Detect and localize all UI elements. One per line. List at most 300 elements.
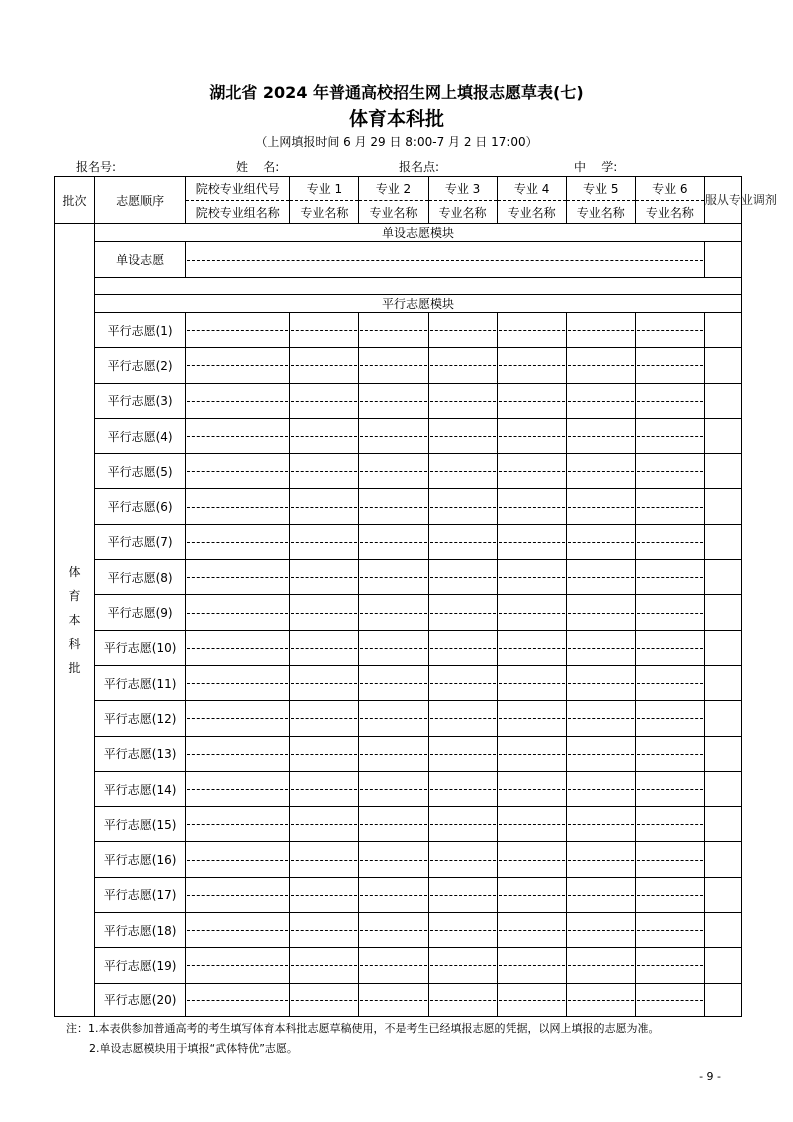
major-entry-cell[interactable]	[497, 877, 566, 912]
major-entry-cell[interactable]	[359, 630, 428, 665]
major-entry-cell[interactable]	[497, 913, 566, 948]
single-volunteer-entry[interactable]	[186, 242, 705, 278]
entry-line	[430, 789, 496, 790]
major-entry-cell[interactable]	[635, 877, 704, 912]
parallel-volunteer-row	[55, 948, 742, 983]
entry-line	[187, 789, 288, 790]
group-name-header: 院校专业组名称	[186, 201, 290, 224]
parallel-volunteer-label: 平行志愿(14)	[95, 771, 186, 806]
adjust-cell[interactable]	[704, 454, 741, 489]
major-entry-cell[interactable]	[359, 313, 428, 348]
major-entry-cell[interactable]	[497, 383, 566, 418]
major-entry-cell[interactable]	[290, 701, 359, 736]
major-entry-cell[interactable]	[428, 983, 497, 1016]
group-entry-cell[interactable]	[186, 771, 290, 806]
major-entry-cell[interactable]	[566, 665, 635, 700]
order-header: 志愿顺序	[95, 177, 186, 224]
major-entry-cell[interactable]	[290, 983, 359, 1016]
major-entry-cell[interactable]	[290, 313, 359, 348]
major-entry-cell[interactable]	[428, 418, 497, 453]
major-entry-cell[interactable]	[290, 948, 359, 983]
batch-label-char: 科	[68, 636, 81, 651]
entry-line	[568, 542, 634, 543]
entry-line	[430, 683, 496, 684]
major-entry-cell[interactable]	[428, 383, 497, 418]
major-entry-cell[interactable]	[290, 418, 359, 453]
major-2-header: 专业 2	[359, 177, 428, 201]
entry-line	[637, 683, 703, 684]
entry-line	[291, 683, 357, 684]
parallel-volunteer-row	[55, 595, 742, 630]
major-entry-cell[interactable]	[635, 701, 704, 736]
major-name-header: 专业名称	[290, 201, 359, 224]
entry-line	[568, 683, 634, 684]
major-entry-cell[interactable]	[635, 383, 704, 418]
entry-line	[291, 965, 357, 966]
section-row	[55, 295, 742, 313]
group-entry-cell[interactable]	[186, 348, 290, 383]
entry-line	[499, 718, 565, 719]
entry-line	[499, 401, 565, 402]
entry-line	[187, 542, 288, 543]
major-entry-cell[interactable]	[566, 524, 635, 559]
major-name-header: 专业名称	[566, 201, 635, 224]
major-entry-cell[interactable]	[359, 842, 428, 877]
major-entry-cell[interactable]	[497, 983, 566, 1016]
entry-line	[568, 365, 634, 366]
group-entry-cell[interactable]	[186, 913, 290, 948]
entry-line	[291, 648, 357, 649]
adjust-cell[interactable]	[704, 948, 741, 983]
major-1-header: 专业 1	[290, 177, 359, 201]
major-entry-cell[interactable]	[566, 807, 635, 842]
major-entry-cell[interactable]	[635, 489, 704, 524]
major-entry-cell[interactable]	[497, 771, 566, 806]
major-entry-cell[interactable]	[428, 807, 497, 842]
major-entry-cell[interactable]	[566, 313, 635, 348]
entry-line	[291, 507, 357, 508]
batch-header: 批次	[55, 177, 95, 224]
entry-line	[360, 754, 426, 755]
batch-label-char: 育	[68, 588, 81, 603]
major-entry-cell[interactable]	[635, 807, 704, 842]
adjust-cell[interactable]	[704, 313, 741, 348]
major-entry-cell[interactable]	[428, 736, 497, 771]
group-entry-cell[interactable]	[186, 489, 290, 524]
parallel-volunteer-row	[55, 418, 742, 453]
adjust-cell[interactable]	[704, 842, 741, 877]
major-entry-cell[interactable]	[635, 560, 704, 595]
major-entry-cell[interactable]	[635, 665, 704, 700]
major-entry-cell[interactable]	[359, 560, 428, 595]
group-entry-cell[interactable]	[186, 560, 290, 595]
adjust-cell[interactable]	[704, 560, 741, 595]
major-entry-cell[interactable]	[428, 701, 497, 736]
entry-line	[499, 1000, 565, 1001]
major-entry-cell[interactable]	[290, 771, 359, 806]
entry-line	[430, 965, 496, 966]
parallel-volunteer-row	[55, 842, 742, 877]
major-entry-cell[interactable]	[290, 454, 359, 489]
major-entry-cell[interactable]	[359, 948, 428, 983]
entry-line	[499, 789, 565, 790]
major-entry-cell[interactable]	[359, 595, 428, 630]
entry-line	[360, 613, 426, 614]
entry-line	[499, 860, 565, 861]
entry-line	[187, 718, 288, 719]
major-entry-cell[interactable]	[635, 736, 704, 771]
entry-line	[360, 401, 426, 402]
group-entry-cell[interactable]	[186, 630, 290, 665]
major-entry-cell[interactable]	[428, 913, 497, 948]
group-entry-cell[interactable]	[186, 524, 290, 559]
entry-line	[499, 824, 565, 825]
parallel-volunteer-label: 平行志愿(7)	[95, 524, 186, 559]
group-entry-cell[interactable]	[186, 665, 290, 700]
group-entry-cell[interactable]	[186, 736, 290, 771]
adjust-cell[interactable]	[704, 595, 741, 630]
major-entry-cell[interactable]	[497, 701, 566, 736]
entry-line	[360, 365, 426, 366]
major-entry-cell[interactable]	[290, 807, 359, 842]
major-entry-cell[interactable]	[497, 560, 566, 595]
entry-line	[430, 754, 496, 755]
adjust-cell[interactable]	[704, 807, 741, 842]
adjust-header: 服从专业调剂	[704, 177, 741, 224]
entry-line	[637, 613, 703, 614]
entry-line	[499, 930, 565, 931]
entry-line	[499, 577, 565, 578]
entry-line	[187, 648, 288, 649]
entry-line	[360, 330, 426, 331]
entry-line	[637, 754, 703, 755]
entry-line	[430, 613, 496, 614]
entry-line	[568, 613, 634, 614]
major-entry-cell[interactable]	[635, 313, 704, 348]
major-entry-cell[interactable]	[359, 665, 428, 700]
major-entry-cell[interactable]	[359, 983, 428, 1016]
batch-label-char: 批	[68, 660, 81, 675]
group-entry-cell[interactable]	[186, 701, 290, 736]
major-entry-cell[interactable]	[566, 489, 635, 524]
group-entry-cell[interactable]	[186, 842, 290, 877]
entry-line	[568, 401, 634, 402]
major-entry-cell[interactable]	[566, 630, 635, 665]
entry-line	[291, 930, 357, 931]
entry-line	[430, 330, 496, 331]
entry-line	[291, 1000, 357, 1001]
major-entry-cell[interactable]	[290, 383, 359, 418]
parallel-volunteer-label: 平行志愿(18)	[95, 913, 186, 948]
entry-line	[637, 930, 703, 931]
major-entry-cell[interactable]	[635, 454, 704, 489]
major-entry-cell[interactable]	[290, 560, 359, 595]
adjust-cell[interactable]	[704, 524, 741, 559]
entry-line	[430, 507, 496, 508]
major-entry-cell[interactable]	[428, 771, 497, 806]
major-entry-cell[interactable]	[635, 630, 704, 665]
major-entry-cell[interactable]	[290, 595, 359, 630]
parallel-volunteer-label: 平行志愿(9)	[95, 595, 186, 630]
major-entry-cell[interactable]	[635, 948, 704, 983]
major-entry-cell[interactable]	[566, 383, 635, 418]
adjust-cell[interactable]	[704, 665, 741, 700]
major-entry-cell[interactable]	[359, 913, 428, 948]
adjust-cell[interactable]	[704, 736, 741, 771]
major-entry-cell[interactable]	[428, 665, 497, 700]
entry-line	[360, 436, 426, 437]
single-volunteer-row	[55, 242, 742, 278]
major-entry-cell[interactable]	[290, 913, 359, 948]
major-entry-cell[interactable]	[635, 913, 704, 948]
entry-line	[360, 683, 426, 684]
major-entry-cell[interactable]	[359, 489, 428, 524]
major-entry-cell[interactable]	[290, 877, 359, 912]
page-number: - 9 -	[699, 1070, 721, 1083]
major-entry-cell[interactable]	[566, 948, 635, 983]
major-entry-cell[interactable]	[566, 877, 635, 912]
entry-line	[360, 648, 426, 649]
major-entry-cell[interactable]	[497, 454, 566, 489]
parallel-volunteer-row	[55, 383, 742, 418]
major-entry-cell[interactable]	[497, 418, 566, 453]
group-entry-cell[interactable]	[186, 595, 290, 630]
major-entry-cell[interactable]	[497, 665, 566, 700]
major-entry-cell[interactable]	[359, 383, 428, 418]
group-entry-cell[interactable]	[186, 383, 290, 418]
entry-line	[291, 824, 357, 825]
parallel-volunteer-label: 平行志愿(6)	[95, 489, 186, 524]
entry-line	[637, 401, 703, 402]
entry-line	[291, 542, 357, 543]
entry-line	[430, 1000, 496, 1001]
entry-line	[499, 683, 565, 684]
major-entry-cell[interactable]	[428, 595, 497, 630]
entry-line	[637, 436, 703, 437]
major-entry-cell[interactable]	[635, 348, 704, 383]
entry-line	[430, 401, 496, 402]
major-entry-cell[interactable]	[566, 418, 635, 453]
major-entry-cell[interactable]	[497, 807, 566, 842]
major-entry-cell[interactable]	[290, 736, 359, 771]
major-entry-cell[interactable]	[359, 807, 428, 842]
major-entry-cell[interactable]	[359, 771, 428, 806]
major-entry-cell[interactable]	[428, 348, 497, 383]
parallel-volunteer-label: 平行志愿(8)	[95, 560, 186, 595]
major-entry-cell[interactable]	[428, 313, 497, 348]
entry-line	[637, 718, 703, 719]
entry-line	[360, 577, 426, 578]
adjust-cell[interactable]	[704, 383, 741, 418]
major-entry-cell[interactable]	[566, 348, 635, 383]
entry-line	[291, 860, 357, 861]
filing-time-note: （上网填报时间 6 月 29 日 8:00-7 月 2 日 17:00）	[255, 135, 538, 149]
major-entry-cell[interactable]	[290, 524, 359, 559]
entry-line	[568, 824, 634, 825]
adjust-cell[interactable]	[704, 348, 741, 383]
entry-line	[568, 754, 634, 755]
adjust-cell[interactable]	[704, 877, 741, 912]
parallel-volunteer-label: 平行志愿(19)	[95, 948, 186, 983]
group-entry-cell[interactable]	[186, 807, 290, 842]
entry-line	[430, 860, 496, 861]
entry-line	[499, 754, 565, 755]
major-entry-cell[interactable]	[497, 842, 566, 877]
entry-line	[291, 895, 357, 896]
major-name-header: 专业名称	[497, 201, 566, 224]
entry-line	[187, 824, 288, 825]
entry-line	[499, 330, 565, 331]
major-entry-cell[interactable]	[359, 736, 428, 771]
major-entry-cell[interactable]	[497, 489, 566, 524]
major-entry-cell[interactable]	[428, 560, 497, 595]
entry-line	[187, 260, 703, 261]
major-entry-cell[interactable]	[566, 595, 635, 630]
entry-line	[291, 754, 357, 755]
major-entry-cell[interactable]	[428, 489, 497, 524]
major-entry-cell[interactable]	[359, 701, 428, 736]
entry-line	[637, 577, 703, 578]
entry-line	[187, 754, 288, 755]
major-entry-cell[interactable]	[566, 842, 635, 877]
major-entry-cell[interactable]	[497, 524, 566, 559]
entry-line	[291, 613, 357, 614]
major-entry-cell[interactable]	[566, 771, 635, 806]
entry-line	[637, 789, 703, 790]
adjust-cell[interactable]	[704, 771, 741, 806]
entry-line	[187, 330, 288, 331]
entry-line	[360, 1000, 426, 1001]
major-name-header: 专业名称	[428, 201, 497, 224]
major-entry-cell[interactable]	[428, 454, 497, 489]
entry-line	[499, 471, 565, 472]
major-name-header: 专业名称	[359, 201, 428, 224]
batch-label-char: 本	[68, 612, 81, 627]
major-entry-cell[interactable]	[566, 701, 635, 736]
entry-line	[430, 930, 496, 931]
parallel-volunteer-row	[55, 560, 742, 595]
parallel-volunteer-row	[55, 983, 742, 1016]
major-entry-cell[interactable]	[497, 348, 566, 383]
major-entry-cell[interactable]	[359, 418, 428, 453]
major-entry-cell[interactable]	[635, 595, 704, 630]
spacer-row	[55, 278, 742, 295]
major-entry-cell[interactable]	[566, 560, 635, 595]
major-entry-cell[interactable]	[635, 842, 704, 877]
parallel-volunteer-label: 平行志愿(12)	[95, 701, 186, 736]
major-entry-cell[interactable]	[428, 524, 497, 559]
adjust-cell[interactable]	[704, 418, 741, 453]
entry-line	[430, 471, 496, 472]
major-entry-cell[interactable]	[497, 948, 566, 983]
group-entry-cell[interactable]	[186, 877, 290, 912]
entry-line	[187, 507, 288, 508]
major-entry-cell[interactable]	[428, 630, 497, 665]
entry-line	[568, 965, 634, 966]
parallel-section-header: 平行志愿模块	[95, 295, 742, 313]
major-entry-cell[interactable]	[635, 418, 704, 453]
major-entry-cell[interactable]	[359, 348, 428, 383]
major-entry-cell[interactable]	[290, 630, 359, 665]
adjust-cell[interactable]	[704, 913, 741, 948]
major-entry-cell[interactable]	[428, 842, 497, 877]
entry-line	[499, 648, 565, 649]
major-entry-cell[interactable]	[566, 454, 635, 489]
major-entry-cell[interactable]	[635, 771, 704, 806]
major-entry-cell[interactable]	[635, 524, 704, 559]
major-entry-cell[interactable]	[290, 842, 359, 877]
entry-line	[499, 365, 565, 366]
major-entry-cell[interactable]	[497, 630, 566, 665]
entry-line	[568, 860, 634, 861]
major-entry-cell[interactable]	[566, 913, 635, 948]
form-subtitle: 体育本科批	[348, 108, 444, 130]
entry-line	[637, 860, 703, 861]
entry-line	[430, 365, 496, 366]
adjust-cell[interactable]	[704, 701, 741, 736]
entry-line	[637, 965, 703, 966]
major-entry-cell[interactable]	[359, 524, 428, 559]
adjust-cell[interactable]	[704, 630, 741, 665]
entry-line	[360, 471, 426, 472]
entry-line	[360, 895, 426, 896]
single-volunteer-label: 单设志愿	[95, 242, 186, 278]
entry-line	[291, 789, 357, 790]
form-title: 湖北省 2024 年普通高校招生网上填报志愿草表(七)	[209, 83, 584, 102]
major-entry-cell[interactable]	[635, 983, 704, 1016]
entry-line	[430, 648, 496, 649]
major-entry-cell[interactable]	[497, 736, 566, 771]
adjust-cell[interactable]	[704, 983, 741, 1016]
major-entry-cell[interactable]	[290, 665, 359, 700]
major-entry-cell[interactable]	[497, 595, 566, 630]
major-entry-cell[interactable]	[566, 983, 635, 1016]
parallel-volunteer-label: 平行志愿(20)	[95, 983, 186, 1016]
major-entry-cell[interactable]	[566, 736, 635, 771]
school-label: 中 学:	[574, 160, 618, 174]
parallel-volunteer-label: 平行志愿(17)	[95, 877, 186, 912]
entry-line	[637, 330, 703, 331]
adjust-cell[interactable]	[704, 489, 741, 524]
entry-line	[430, 577, 496, 578]
entry-line	[568, 507, 634, 508]
group-entry-cell[interactable]	[186, 313, 290, 348]
adjust-cell[interactable]	[704, 242, 741, 278]
major-entry-cell[interactable]	[497, 313, 566, 348]
single-section-header: 单设志愿模块	[95, 224, 742, 242]
major-entry-cell[interactable]	[359, 877, 428, 912]
entry-line	[499, 436, 565, 437]
entry-line	[187, 860, 288, 861]
entry-line	[291, 718, 357, 719]
entry-line	[187, 401, 288, 402]
group-entry-cell[interactable]	[186, 948, 290, 983]
major-entry-cell[interactable]	[428, 877, 497, 912]
group-entry-cell[interactable]	[186, 983, 290, 1016]
entry-line	[637, 365, 703, 366]
group-entry-cell[interactable]	[186, 418, 290, 453]
entry-line	[430, 895, 496, 896]
entry-line	[568, 1000, 634, 1001]
group-entry-cell[interactable]	[186, 454, 290, 489]
entry-line	[291, 577, 357, 578]
entry-line	[360, 860, 426, 861]
major-entry-cell[interactable]	[290, 348, 359, 383]
major-entry-cell[interactable]	[290, 489, 359, 524]
parallel-volunteer-row	[55, 348, 742, 383]
major-entry-cell[interactable]	[428, 948, 497, 983]
major-entry-cell[interactable]	[359, 454, 428, 489]
